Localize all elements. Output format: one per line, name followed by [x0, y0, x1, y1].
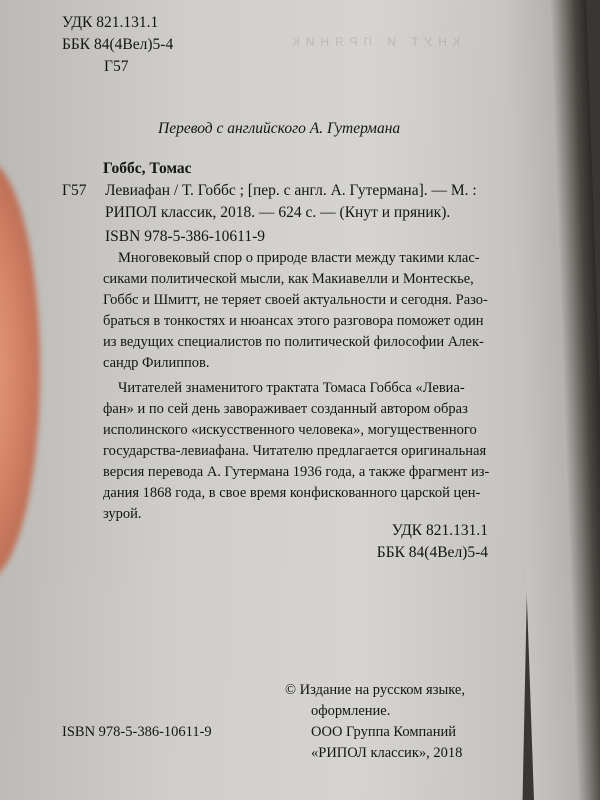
footer-isbn: ISBN 978-5-386-10611-9: [62, 724, 212, 740]
annotation-paragraph-2: [103, 378, 490, 525]
annotation-line: фан» и по сей день завораживает созданный автором образ: [103, 401, 468, 417]
bib-line-1: Левиафан / Т. Гоббс ; [пер. с англ. А. Гутермана]. — М. :: [105, 182, 477, 199]
bib-line-2: РИПОЛ классик, 2018. — 624 с. — (Кнут и пряник).: [105, 204, 451, 221]
annotation-paragraph-1: [103, 248, 488, 374]
footer-bbk: ББК 84(4Вел)5-4: [376, 544, 488, 561]
annotation-line: зурой.: [103, 506, 142, 522]
bib-isbn: ISBN 978-5-386-10611-9: [105, 228, 266, 245]
footer-udk: УДК 821.131.1: [391, 522, 488, 539]
annotation-line: государства-левиафана. Читателю предлагается оригинальная: [103, 443, 487, 459]
footer-classification: [340, 520, 488, 564]
header-classification: [62, 12, 173, 78]
annotation-line: Многовековый спор о природе власти между такими клас-: [118, 250, 480, 266]
copyright-block: [285, 680, 465, 764]
bib-code: Г57: [62, 182, 87, 199]
annotation-line: Гоббс и Шмитт, не теряет своей актуальности и сегодня. Разо-: [103, 292, 488, 308]
annotation-line: дания 1868 года, в свое время конфискованного царской цен-: [103, 485, 481, 501]
annotation-line: сандр Филиппов.: [103, 355, 210, 371]
annotation-line: исполинского «искусственного человека», могущественного: [103, 422, 477, 438]
bleed-through-text: КНУТ И ПРЯНИК: [286, 35, 460, 49]
copyright-line-3: ООО Группа Компаний: [311, 724, 456, 740]
annotation-line: версия перевода А. Гутермана 1936 года, а также фрагмент из-: [103, 464, 490, 480]
translation-note: Перевод с английского А. Гутермана: [158, 120, 401, 137]
header-bbk: ББК 84(4Вел)5-4: [62, 36, 174, 53]
header-udk: УДК 821.131.1: [62, 14, 159, 31]
copyright-line-2: оформление.: [311, 703, 391, 719]
annotation-line: из ведущих специалистов по политической философии Алек-: [103, 334, 484, 350]
copyright-line-1: © Издание на русском языке,: [285, 682, 465, 698]
copyright-line-4: «РИПОЛ классик», 2018: [311, 745, 463, 761]
annotation-line: сиками политической мысли, как Макиавелли и Монтескье,: [103, 271, 474, 287]
author-heading: Гоббс, Томас: [103, 160, 192, 177]
annotation-line: Читателей знаменитого трактата Томаса Гоббса «Левиа-: [118, 380, 465, 396]
header-code: Г57: [104, 58, 129, 75]
annotation-line: браться в тонкостях и нюансах этого разговора поможет один: [103, 313, 484, 329]
